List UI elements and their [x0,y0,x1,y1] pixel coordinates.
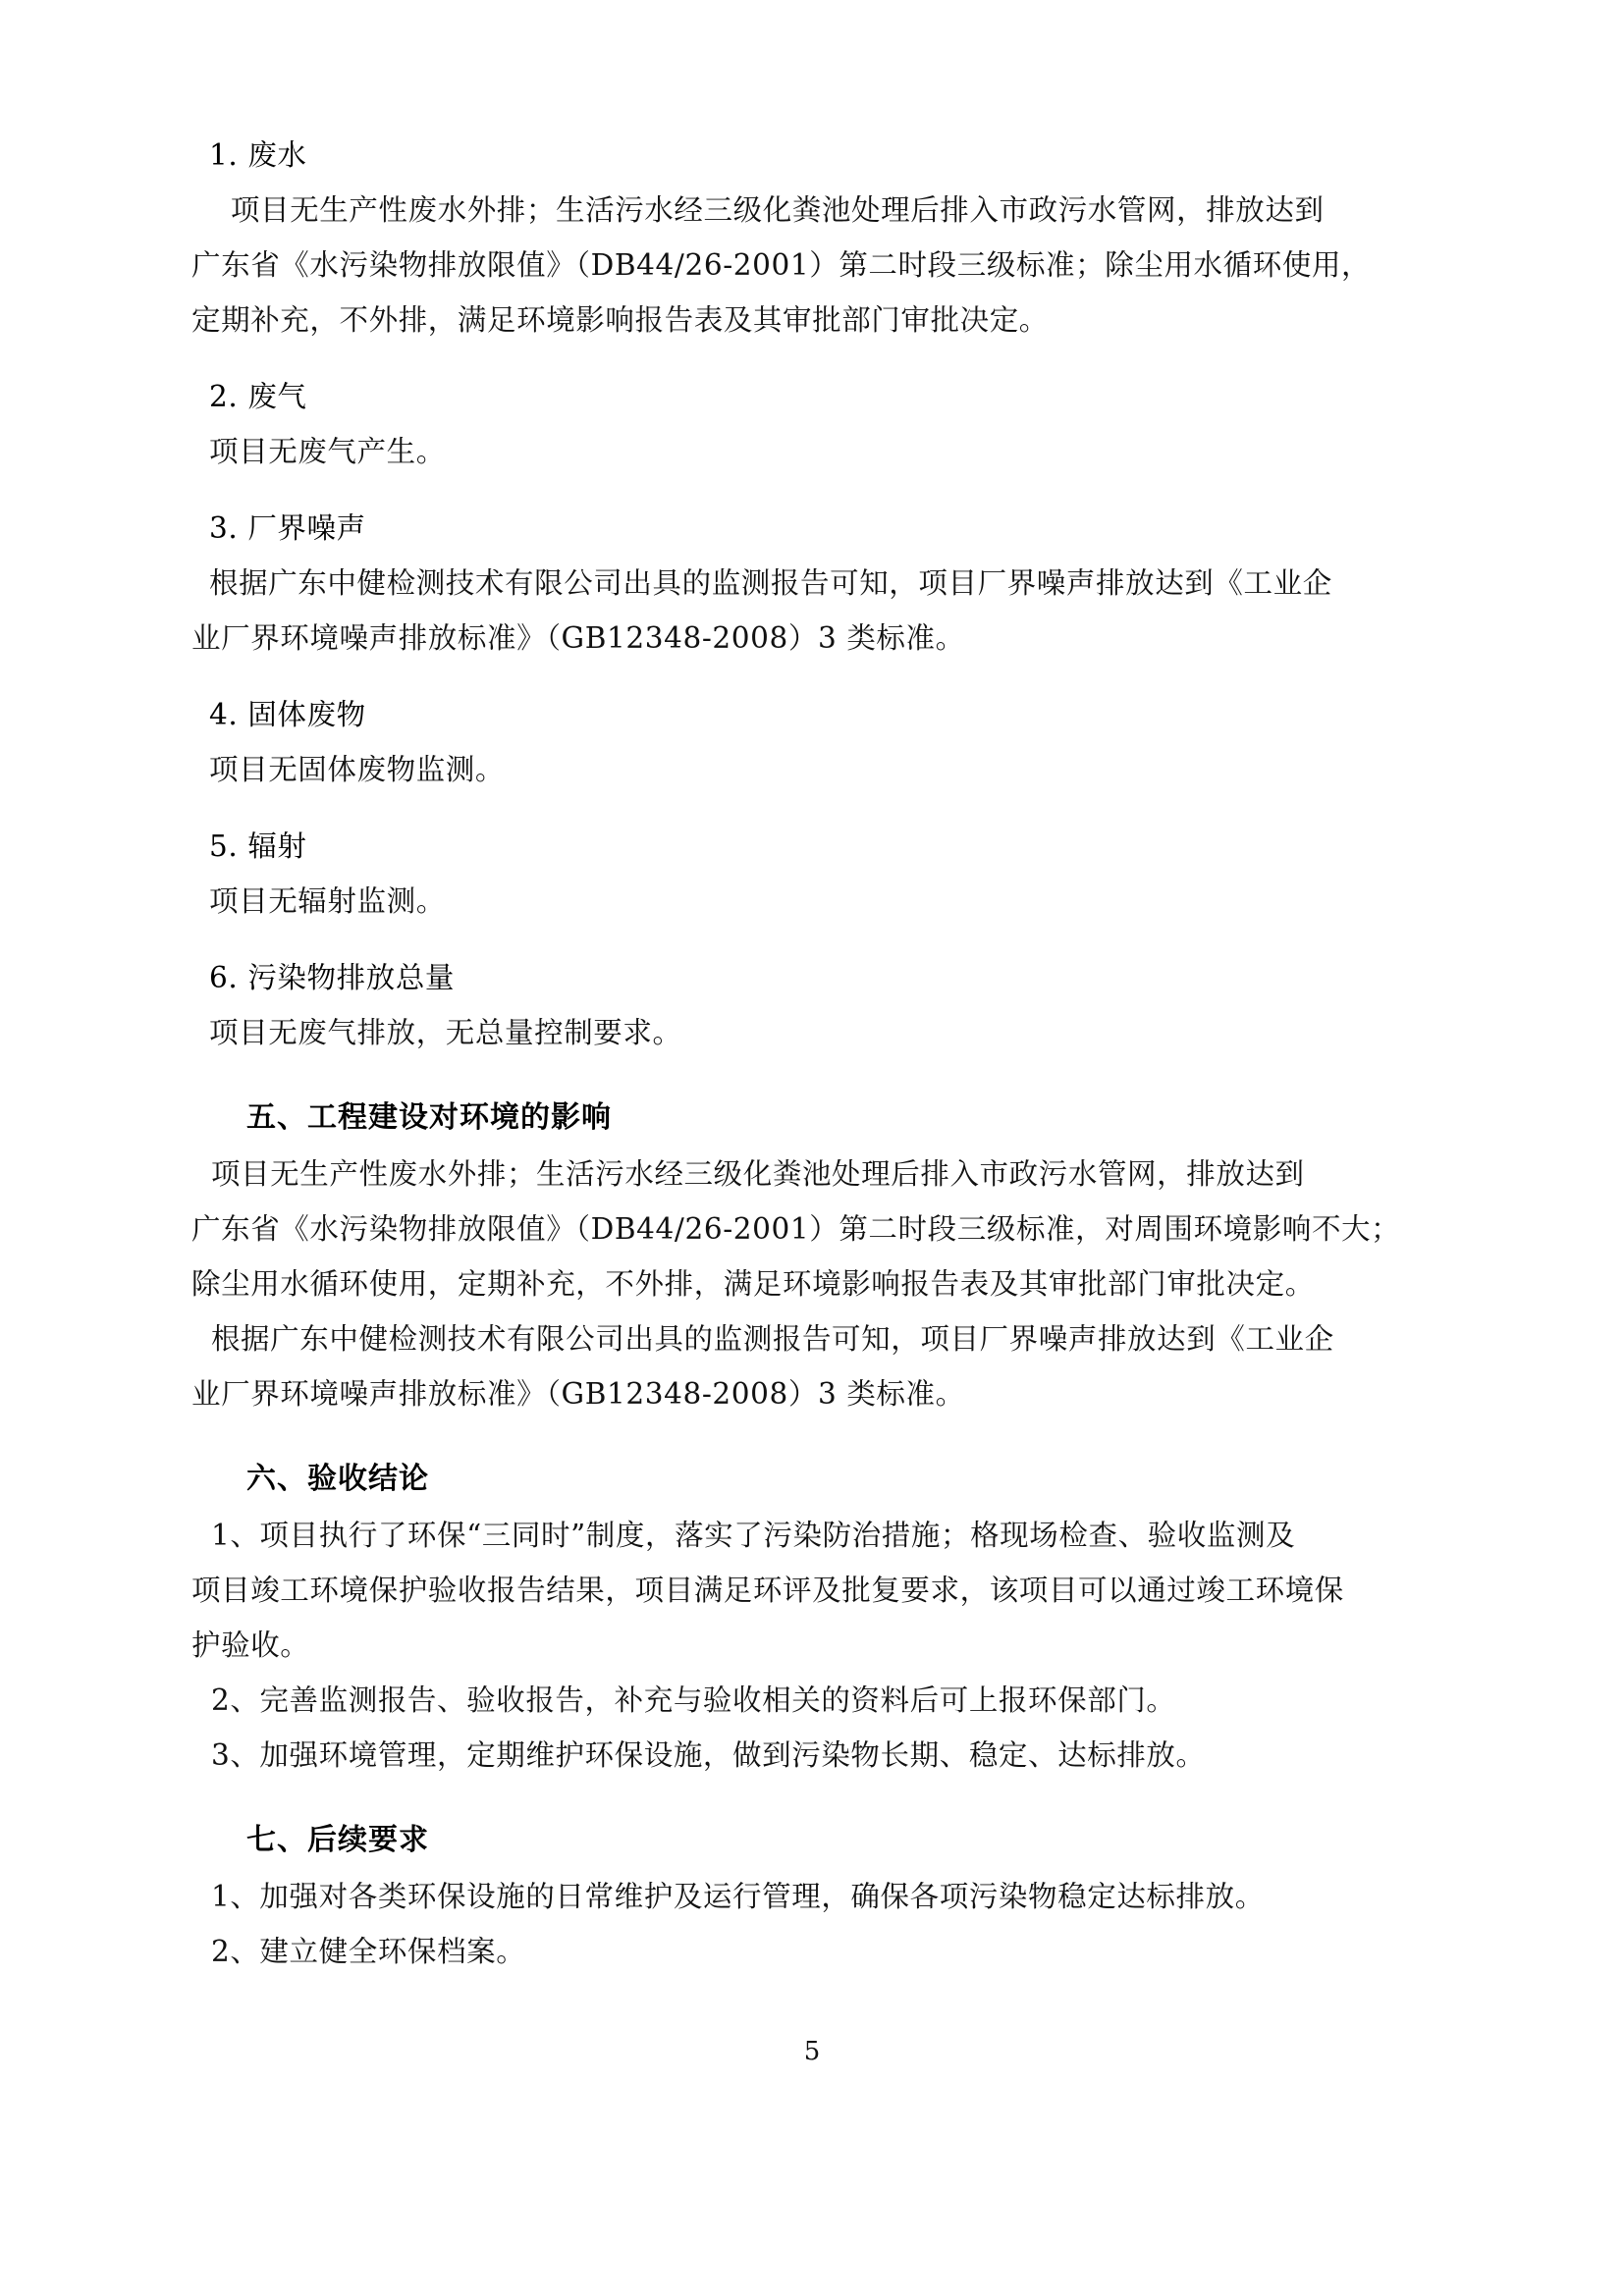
list-item-line: 2、完善监测报告、验收报告，补充与验收相关的资料后可上报环保部门。 [191,1683,1176,1717]
paragraph-line: 广东省《水污染物排放限值》（DB44/26-2001）第二时段三级标准，对周围环境影响不大； [191,1212,1401,1246]
spacer [191,666,1443,687]
spacer [191,1421,1443,1451]
list-item-line: 2、建立健全环保档案。 [191,1935,526,1968]
paragraph-line: 项目无废气排放，无总量控制要求。 [209,1016,682,1049]
paragraph-line: 项目无废气产生。 [209,435,446,468]
subsection-heading-boundary-noise: 3. 厂界噪声 [209,511,366,545]
subsection-heading-waste-water: 1. 废水 [209,138,307,172]
paragraph-line: 广东省《水污染物排放限值》（DB44/26-2001）第二时段三级标准；除尘用水循环使用， [191,248,1372,282]
list-item-line: 项目竣工环境保护验收报告结果，项目满足环评及批复要求，该项目可以通过竣工环境保 [191,1574,1344,1607]
list-item-line: 3、加强环境管理，定期维护环保设施，做到污染物长期、稳定、达标排放。 [191,1738,1206,1772]
paragraph-line: 除尘用水循环使用，定期补充，不外排，满足环境影响报告表及其审批部门审批决定。 [191,1267,1315,1301]
list-item-line: 护验收。 [191,1629,310,1662]
chapter-heading-seven: 七、后续要求 [246,1823,429,1857]
spacer [191,1060,1443,1090]
list-item-line: 1、项目执行了环保“三同时”制度，落实了污染防治措施；格现场检查、验收监测及 [191,1519,1296,1552]
spacer [191,347,1443,369]
chapter-heading-five: 五、工程建设对环境的影响 [246,1100,612,1135]
paragraph-line: 业厂界环境噪声排放标准》（GB12348-2008）3 类标准。 [191,621,965,655]
paragraph-line: 定期补充，不外排，满足环境影响报告表及其审批部门审批决定。 [191,303,1049,337]
subsection-heading-radiation: 5. 辐射 [209,829,307,863]
page-number: 5 [803,2037,821,2066]
paragraph-line: 业厂界环境噪声排放标准》（GB12348-2008）3 类标准。 [191,1377,965,1411]
page-content [191,128,1443,1979]
spacer [191,479,1443,501]
subsection-heading-solid-waste: 4. 固体废物 [209,698,366,731]
paragraph-line: 项目无固体废物监测。 [209,753,506,786]
spacer [191,929,1443,950]
spacer [191,797,1443,819]
chapter-heading-six: 六、验收结论 [246,1462,429,1496]
subsection-heading-total-discharge: 6. 污染物排放总量 [209,961,456,994]
paragraph-line: 根据广东中健检测技术有限公司出具的监测报告可知，项目厂界噪声排放达到《工业企 [209,566,1332,600]
subsection-heading-waste-gas: 2. 废气 [209,380,307,413]
paragraph-line: 根据广东中健检测技术有限公司出具的监测报告可知，项目厂界噪声排放达到《工业企 [191,1322,1334,1356]
paragraph-line: 项目无辐射监测。 [209,884,446,918]
paragraph-line: 项目无生产性废水外排；生活污水经三级化粪池处理后排入市政污水管网，排放达到 [191,1157,1305,1191]
spacer [191,1783,1443,1812]
paragraph-line: 项目无生产性废水外排；生活污水经三级化粪池处理后排入市政污水管网，排放达到 [191,193,1325,227]
list-item-line: 1、加强对各类环保设施的日常维护及运行管理，确保各项污染物稳定达标排放。 [191,1880,1265,1913]
